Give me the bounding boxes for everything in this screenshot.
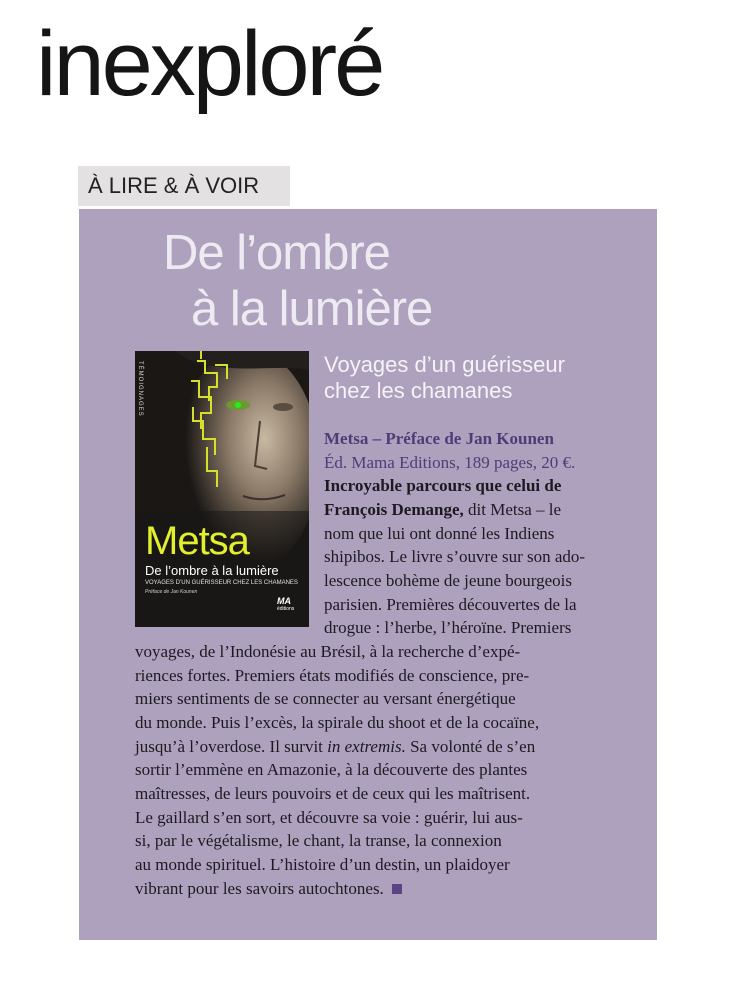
body-line: drogue : l’herbe, l’héroïne. Premiers [324,618,572,637]
headline-line-1: De l’ombre [163,226,390,280]
body-text: Sa volonté de s’en [405,737,536,756]
body-line: Incroyable parcours que celui de [324,476,562,495]
subheadline [324,352,565,404]
review-panel [79,209,657,940]
body-line: si, par le végétalisme, le chant, la transe, la connexion [135,831,502,850]
subheadline-line-1: Voyages d’un guérisseur [324,352,565,377]
body-line: voyages, de l’Indonésie au Brésil, à la recherche d’expé- [135,642,521,661]
cover-tagline: VOYAGES D’UN GUÉRISSEUR CHEZ LES CHAMANES [145,580,298,586]
subheadline-line-2: chez les chamanes [324,378,513,403]
cover-subtitle: De l’ombre à la lumière [145,563,279,578]
body-line [135,735,535,759]
publisher-logo-mark: MA [277,596,291,606]
body-line: sortir l’emmène en Amazonie, à la découverte des plantes [135,760,528,779]
body-line: shipibos. Le livre s’ouvre sur son ado- [324,547,586,566]
body-line: parisien. Premières découvertes de la [324,595,577,614]
book-author-line: Metsa – Préface de Jan Kounen [324,429,554,448]
end-of-article-mark [392,884,402,894]
body-text: vibrant pour les savoirs autochtones. [135,879,384,898]
body-line-last [135,877,402,901]
publisher-logo-sub: éditions [277,606,295,612]
book-cover [135,351,309,627]
body-line: riences fortes. Premiers états modifiés de conscience, pre- [135,666,530,685]
magazine-logo: inexploré [36,13,383,115]
body-line: du monde. Puis l’excès, la spirale du shoot et de la cocaïne, [135,713,540,732]
body-text: dit Metsa – le [463,500,562,519]
cover-title: Metsa [145,519,249,563]
body-line: nom que lui ont donné les Indiens [324,524,555,543]
headline-line-2: à la lumière [191,282,433,336]
body-line: maîtresses, de leurs pouvoirs et de ceux qui les maîtrisent. [135,784,531,803]
cover-preface: Préface de Jan Kounen [145,589,198,595]
section-tag: À LIRE & À VOIR [78,166,290,206]
body-line [324,498,561,522]
body-line: lescence bohème de jeune bourgeois [324,571,572,590]
body-line: Le gaillard s’en sort, et découvre sa voie : guérir, lui aus- [135,808,523,827]
body-line: miers sentiments de se connecter au versant énergétique [135,689,516,708]
body-line: au monde spirituel. L’histoire d’un destin, un plaidoyer [135,855,510,874]
publisher-logo [277,596,294,612]
body-bold: François Demange, [324,500,464,519]
body-italic: in extremis. [327,737,406,756]
book-publisher-line: Éd. Mama Editions, 189 pages, 20 €. [324,453,576,472]
body-text: jusqu’à l’overdose. Il survit [135,737,328,756]
cover-collection-label: TÉMOIGNAGES [137,361,143,417]
